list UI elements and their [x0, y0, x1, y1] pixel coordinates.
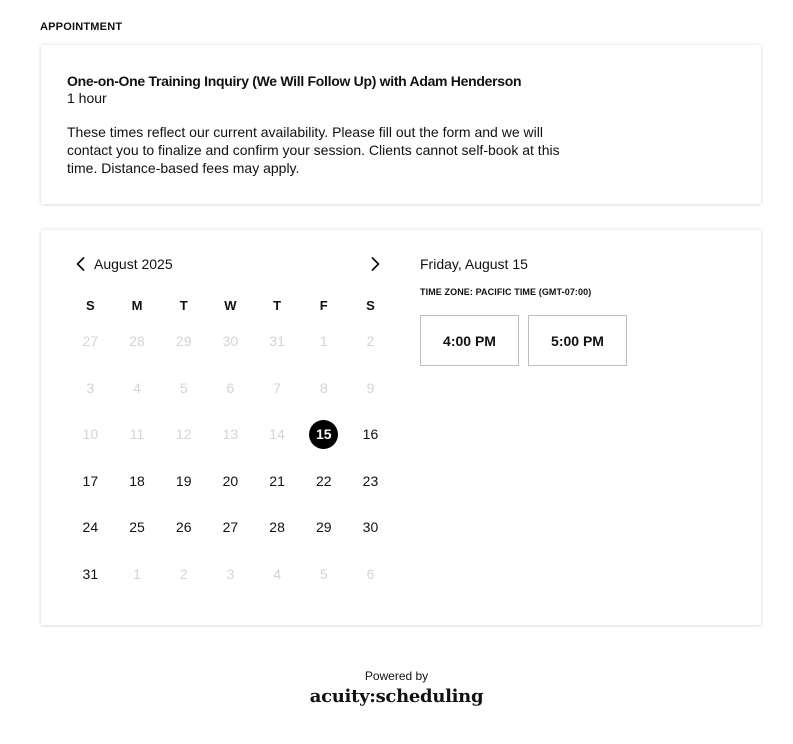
calendar-week-row: [67, 458, 394, 505]
calendar-day[interactable]: [67, 513, 114, 542]
calendar-day-number: 8: [319, 379, 328, 396]
calendar-day: [300, 327, 347, 356]
weekday-label: T: [273, 298, 282, 313]
next-month-button[interactable]: [367, 255, 383, 273]
calendar-day[interactable]: [300, 513, 347, 542]
calendar-day: [254, 559, 301, 588]
appointment-title: One-on-One Training Inquiry (We Will Follow Up) with Adam Henderson: [67, 73, 522, 89]
calendar-grid: [67, 298, 394, 597]
weekday-label: S: [366, 298, 375, 313]
calendar-day-number: 22: [315, 472, 332, 489]
calendar-day-number: 30: [222, 333, 239, 350]
calendar-day-number: 27: [222, 519, 239, 536]
calendar-day[interactable]: [207, 466, 254, 495]
calendar-day-number: 1: [319, 333, 328, 350]
calendar-day-number: 28: [269, 519, 285, 536]
calendar-week-row: [67, 365, 394, 412]
powered-by-label: Powered by: [364, 669, 429, 683]
weekday-label: W: [224, 298, 237, 313]
appointment-card: [41, 45, 761, 204]
calendar-day[interactable]: [347, 513, 394, 542]
calendar-day: [347, 327, 394, 356]
calendar-day-number: 20: [222, 472, 239, 489]
calendar-day-number: 16: [362, 426, 379, 443]
calendar-day-number: 17: [82, 472, 99, 489]
weekday-label: F: [319, 298, 328, 313]
calendar-day-number: 29: [175, 333, 192, 350]
calendar-day: [207, 559, 254, 588]
calendar-day-number: 11: [129, 426, 145, 443]
calendar-day: [207, 420, 254, 449]
calendar-day-number: 19: [175, 472, 192, 489]
calendar-card: [41, 230, 761, 625]
calendar-day-number: 25: [129, 519, 145, 536]
calendar-day: [114, 420, 161, 449]
calendar-day: [254, 373, 301, 402]
weekday-header-row: [67, 298, 394, 318]
calendar-week-row: [67, 318, 394, 365]
calendar-day-number: 6: [226, 379, 235, 396]
calendar-day-number: 31: [269, 333, 285, 350]
calendar-day[interactable]: [207, 513, 254, 542]
calendar-day-number: 21: [269, 472, 285, 489]
calendar-day[interactable]: [347, 420, 394, 449]
acuity-scheduling-logo[interactable]: acuity:scheduling: [309, 686, 484, 707]
calendar-day: [160, 420, 207, 449]
calendar-week-row: [67, 411, 394, 458]
calendar-day-number: 26: [175, 519, 192, 536]
calendar-day: [254, 420, 301, 449]
calendar-day: [300, 559, 347, 588]
calendar-day-number: 5: [319, 565, 328, 582]
appointment-description: These times reflect our current availability. Please fill out the form and we will contact you to finalize and confirm your session. Clients cannot self-book at this time. Distance-based fees may apply.: [67, 124, 560, 176]
calendar-day-number: 18: [129, 472, 145, 489]
calendar-day-number: 15: [309, 420, 338, 449]
calendar-day-number: 3: [86, 379, 95, 396]
calendar-day-number: 24: [82, 519, 99, 536]
weekday-label: S: [86, 298, 95, 313]
calendar-day-number: 6: [366, 565, 375, 582]
calendar-day: [347, 373, 394, 402]
calendar-day-number: 14: [269, 426, 285, 443]
calendar-week-row: [67, 504, 394, 551]
calendar-day-number: 28: [129, 333, 145, 350]
calendar-day[interactable]: [160, 513, 207, 542]
calendar-day-number: 31: [82, 565, 99, 582]
time-slot-button[interactable]: 4:00 PM: [420, 315, 519, 366]
calendar-day: [160, 327, 207, 356]
calendar-day-number: 2: [179, 565, 188, 582]
calendar-day-number: 13: [222, 426, 239, 443]
calendar-day-number: 4: [133, 379, 141, 396]
calendar-day: [347, 559, 394, 588]
weekday-label: T: [179, 298, 188, 313]
chevron-left-icon: [73, 255, 89, 273]
calendar-day: [207, 327, 254, 356]
time-slot-list: [420, 315, 627, 366]
calendar-day: [67, 327, 114, 356]
calendar-day[interactable]: [114, 513, 161, 542]
calendar-day: [67, 373, 114, 402]
calendar-day-number: 23: [362, 472, 379, 489]
chevron-right-icon: [367, 255, 383, 273]
calendar-day[interactable]: [114, 466, 161, 495]
calendar-day-number: 30: [362, 519, 379, 536]
calendar-day: [67, 420, 114, 449]
calendar-day-number: 1: [133, 565, 141, 582]
calendar-day-selected[interactable]: [300, 420, 347, 449]
calendar-day[interactable]: [67, 466, 114, 495]
calendar-week-row: [67, 551, 394, 598]
section-label-appointment: APPOINTMENT: [40, 21, 123, 33]
calendar-day[interactable]: [254, 466, 301, 495]
calendar-day-number: 12: [175, 426, 192, 443]
calendar-day-number: 27: [82, 333, 99, 350]
calendar-month-label: August 2025: [94, 256, 173, 272]
calendar-day: [114, 559, 161, 588]
calendar-day: [207, 373, 254, 402]
calendar-day: [114, 373, 161, 402]
calendar-day-number: 9: [366, 379, 375, 396]
calendar-day[interactable]: [300, 466, 347, 495]
appointment-duration: 1 hour: [67, 90, 107, 106]
calendar-day: [300, 373, 347, 402]
calendar-day-number: 10: [82, 426, 99, 443]
calendar-day-number: 4: [273, 565, 281, 582]
calendar-day[interactable]: [160, 466, 207, 495]
calendar-day: [114, 327, 161, 356]
calendar-day: [160, 373, 207, 402]
time-slot-button[interactable]: 5:00 PM: [528, 315, 627, 366]
calendar-day[interactable]: [67, 559, 114, 588]
calendar-day-number: 3: [226, 565, 235, 582]
timezone-label[interactable]: TIME ZONE: PACIFIC TIME (GMT-07:00): [420, 287, 592, 297]
calendar-day-number: 5: [179, 379, 188, 396]
calendar-day[interactable]: [254, 513, 301, 542]
calendar-day-number: 2: [366, 333, 375, 350]
weekday-label: M: [131, 298, 143, 313]
calendar-day: [160, 559, 207, 588]
calendar-day-number: 7: [273, 379, 281, 396]
previous-month-button[interactable]: [73, 255, 89, 273]
selected-date-heading: Friday, August 15: [420, 256, 528, 272]
calendar-day[interactable]: [347, 466, 394, 495]
calendar-day-number: 29: [315, 519, 332, 536]
calendar-day: [254, 327, 301, 356]
